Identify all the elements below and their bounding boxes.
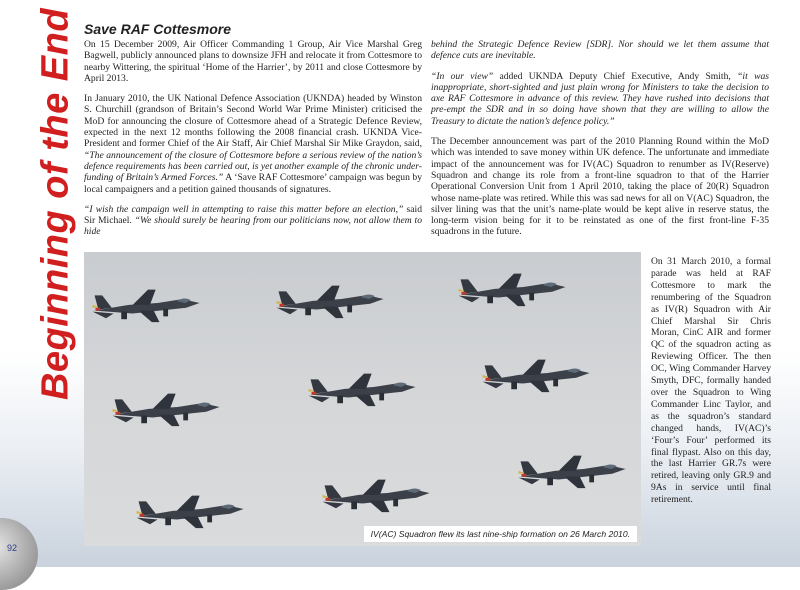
right-text-column: [431, 39, 769, 247]
quote-text: “I wish the campaign well in attempting to raise this matter before an election,”: [84, 203, 404, 215]
section-title: [34, 7, 78, 401]
harrier-jet-image: [320, 472, 436, 514]
quote-text: behind the Strategic Defence Review [SDR]. Nor should we let them assume that defence cuts are inevitable.: [431, 39, 769, 62]
paragraph-text: In January 2010, the UK National Defence Association (UKNDA) headed by Winston S. Churchill (grandson of Britain’s Second World War Prime Minister) criticised the MoD for announcing the closure of Cottesmore ahead of a Strategic Defence Review, expected in the next 12 months following the 2008 financial crash. UKNDA Vice-President and former Chief of the Air Staff, Air Chief Marshal Sir Mike Graydon, said,: [84, 93, 422, 150]
quote-text: “The announcement of the closure of Cottesmore before a serious review of the nation’s defence requirements has been carried out, is yet another example of the chronic under-funding of Britain’s Armed Forces.”: [84, 149, 422, 184]
left-text-column: [84, 39, 422, 247]
paragraph: On 15 December 2009, Air Officer Commanding 1 Group, Air Vice Marshal Greg Bagwell, publicly announced plans to downsize JFH and relocate it from Cottesmore to nearby Wittering, the spiritual ‘Home of the Harrier’, by 2011 and close Cottesmore by April 2013.: [84, 39, 422, 84]
harrier-jet-image: [480, 352, 596, 394]
page-corner-disc: [0, 518, 38, 590]
section-title-text: Beginning of the End: [34, 7, 77, 401]
quote-text: “In our view”: [431, 70, 494, 82]
paragraph: [84, 204, 422, 238]
paragraph-text: A ‘Save RAF Cottesmore’ campaign was begun by local campaigners and a petition gained thousands of signatures.: [84, 172, 423, 195]
paragraph-text: said Sir Michael.: [84, 203, 422, 227]
harrier-jet-image: [516, 448, 632, 490]
harrier-jet-image: [274, 278, 390, 320]
harrier-jet-image: [134, 488, 250, 530]
paragraph: [431, 71, 769, 127]
paragraph: [431, 39, 769, 62]
paragraph-text: added UKNDA Deputy Chief Executive, Andy Smith,: [493, 70, 738, 82]
side-text-column: [651, 256, 771, 506]
paragraph: The December announcement was part of the 2010 Planning Round within the MoD which was intended to save money within UK defence. The unfortunate and immediate impact of the announcement was for IV(AC) Squadron to renumber as IV(Reserve) Squadron and change its role from a front-line squadron to that of the Harrier Operational Conversion Unit from 1 April 2010, taking the place of 20(R) Squadron whose name-plate was retired. While this was sad news for all on V(AC) Squadron, the silver lining was that the unit’s name-plate would be kept alive in reserve status, the long-term vision being for it to be reinstated as one of the first front-line F-35 squadrons in the future.: [431, 136, 769, 238]
harrier-jet-image: [110, 386, 226, 428]
photo-caption: IV(AC) Squadron flew its last nine-ship formation on 26 March 2010.: [364, 526, 637, 542]
harrier-jet-image: [90, 282, 206, 324]
harrier-jet-image: [456, 266, 572, 308]
article-headline: Save RAF Cottesmore: [84, 21, 232, 37]
paragraph: [84, 93, 422, 195]
quote-text: “We should surely be hearing from our politicians now, not allow them to hide: [84, 215, 422, 238]
quote-text: “it was inappropriate, short-sighted and just plain wrong for Ministers to take the decision to axe RAF Cottesmore in advance of this review. They have rushed into decisions that pre-empt the SDR and in so doing have shown that they are willing to allow the Treasury to dictate the nation’s defence policy.”: [431, 70, 769, 127]
paragraph-text: On 31 March 2010, a formal parade was held at RAF Cottesmore to mark the renumbering of the Squadron as IV(R) Squadron with Air Chief Marshal Sir Chris Moran, CinC AIR and former QC of the squadron acting as Reviewing Officer. The then OC, Wing Commander Harvey Smyth, DFC, formally handed over the Squadron to Wing Commander Linc Taylor, and as the squadron’s standard changed hands, IV(AC)’s ‘Four’s Four’ performed its final flypast. Also on this day, the last Harrier GR.7s were retired, leaving only GR.9 and 9As in service until final retirement.: [651, 256, 771, 506]
page-number: 92: [7, 543, 18, 553]
harrier-jet-image: [306, 366, 422, 408]
formation-photo: [84, 252, 641, 546]
